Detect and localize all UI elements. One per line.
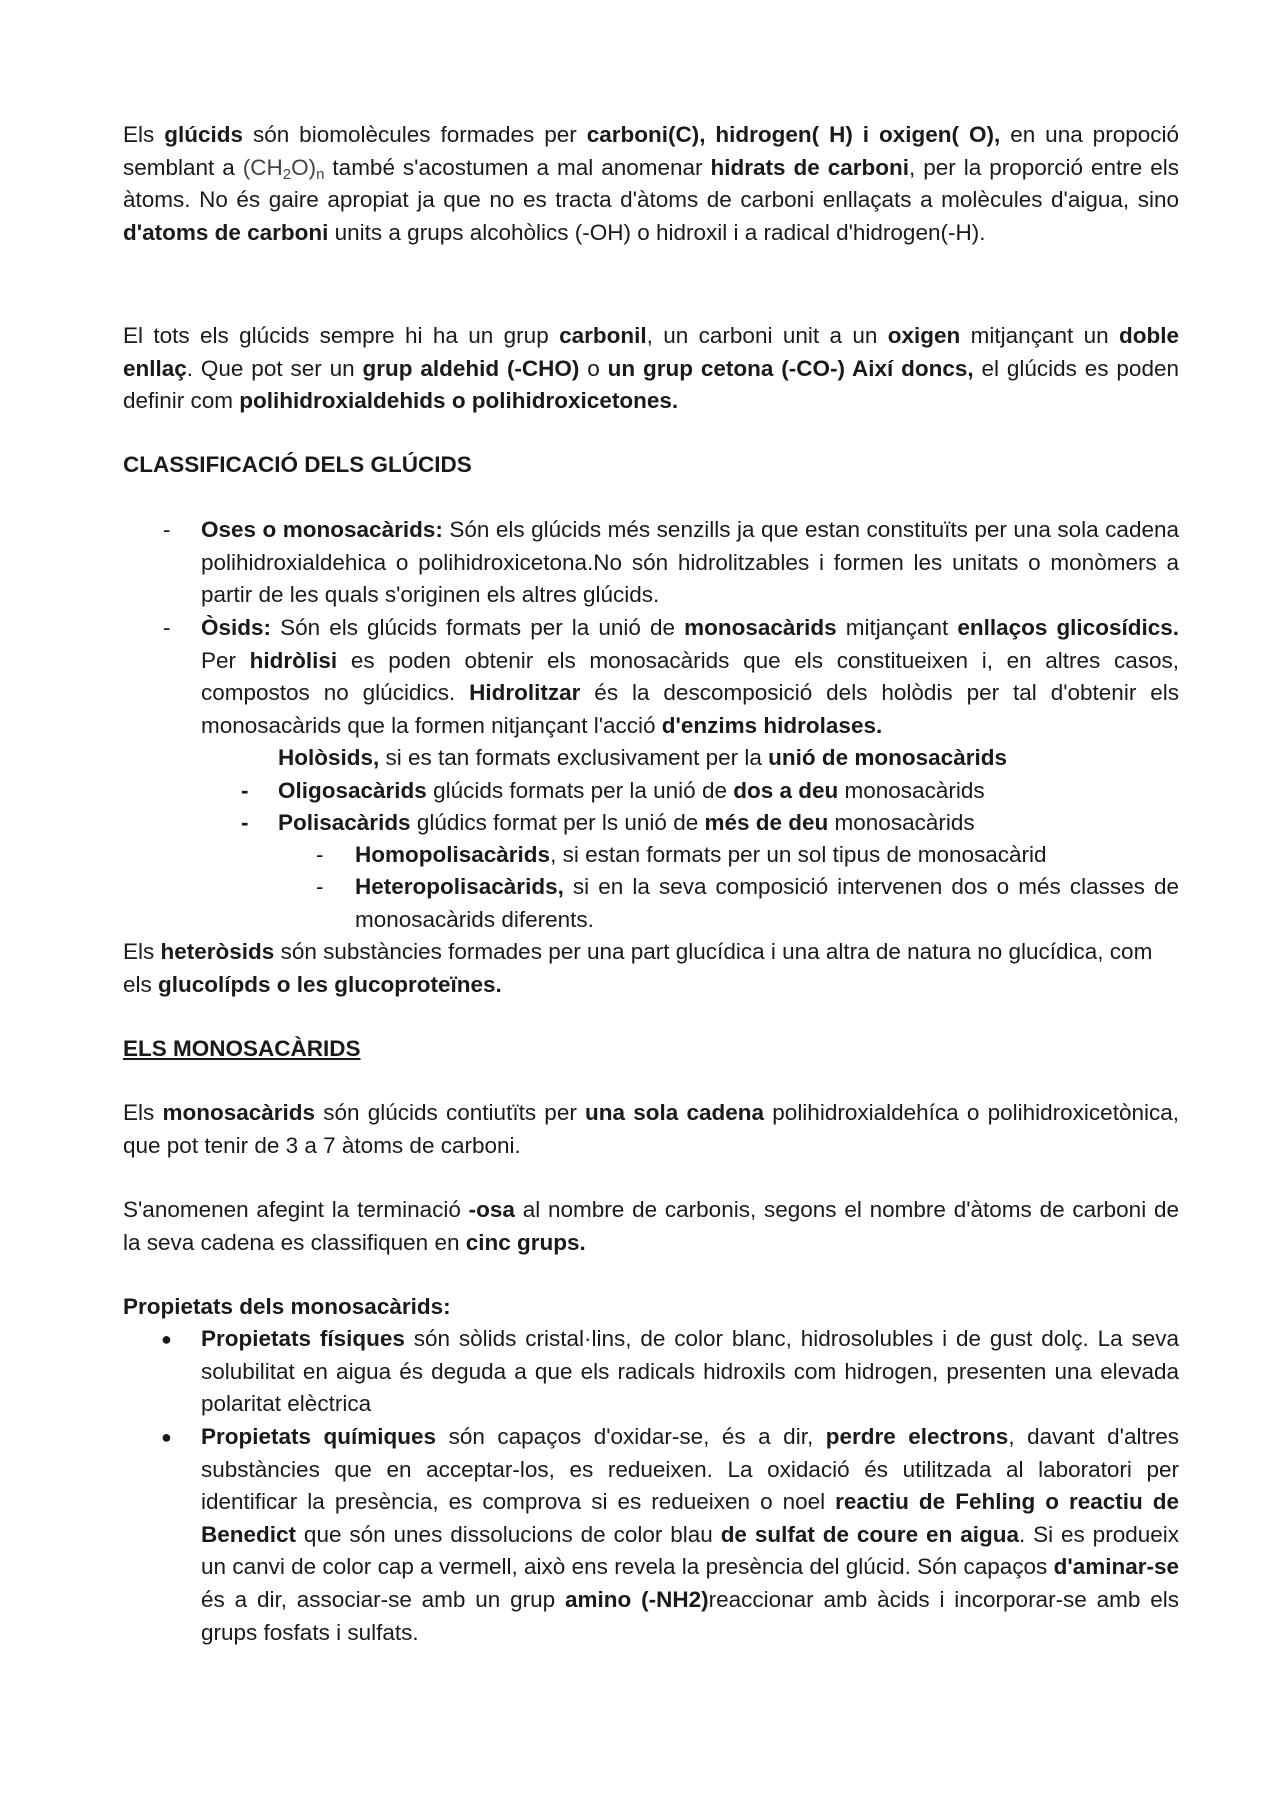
sublist-dash: -: [241, 778, 249, 803]
list-item-oligosacarids: Oligosacàrids glúcids formats per la unió de dos a deu monosacàrids: [278, 778, 985, 803]
list-item-oses: Oses o monosacàrids: Són els glúcids més senzills ja que estan constituïts per una sola cadena polihidroxialdehica o polihidroxicetona.No són hidrolitzables i formen les unitats o monòmers a partir de les quals s'originen els altres glúcids.: [201, 517, 1180, 608]
intro-paragraph: Els glúcids són biomolècules formades per carboni(C), hidrogen( H) i oxigen( O), en una propoció semblant a $(CH_2O)_n$ també s'acostumen a mal anomenar hidrats de carboni, per la proporció entre els àtoms. No és gaire apropiat ja que no es tracta d'àtoms de carboni enllaçats a molècules d'aigua, sino d'atoms de carboni units a grups alcohòlics (-OH) o hidroxil i a radical d'hidrogen(-H).: [123, 122, 1180, 245]
list-dash: -: [163, 517, 171, 542]
heading-monosacarids: ELS MONOSACÀRIDS: [123, 1036, 361, 1061]
heterosids-paragraph: Els heteròsids són substàncies formades per una part glucídica i una altra de natura no glucídica, com els glucolípds o les glucoproteïnes.: [123, 939, 1153, 997]
list-item-polisacarids: Polisacàrids glúdics format per ls unió de més de deu monosacàrids: [278, 810, 975, 835]
list-item-heteropolisacarids: Heteropolisacàrids, si en la seva composició intervenen dos o més classes de monosacàrids diferents.: [355, 874, 1179, 932]
anomenen-paragraph: S'anomenen afegint la terminació -osa al nombre de carbonis, segons el nombre d'àtoms de carboni de la seva cadena es classifiquen en cinc grups.: [123, 1197, 1180, 1255]
list-item-propietats-quimiques: Propietats químiques són capaços d'oxidar-se, és a dir, perdre electrons, davant d'altres substàncies que en acceptar-los, es redueixen. La oxidació és utilitzada al laboratori per identificar la presència, es comprova si es redueixen o noel reactiu de Fehling o reactiu de Benedict que són unes dissolucions de color blau de sulfat de coure en aigua. Si es produeix un canvi de color cap a vermell, això ens revela la presència del glúcid. Són capaços d'aminar-se és a dir, associar-se amb un grup amino (-NH2)reaccionar amb àcids i incorporar-se amb els grups fosfats i sulfats.: [201, 1424, 1180, 1645]
subsublist-dash: -: [316, 842, 324, 867]
heading-propietats: Propietats dels monosacàrids:: [123, 1294, 451, 1319]
monosacarids-paragraph: Els monosacàrids són glúcids contiutïts per una sola cadena polihidroxialdehíca o polihidroxicetònica, que pot tenir de 3 a 7 àtoms de carboni.: [123, 1100, 1179, 1158]
list-item-homopolisacarids: Homopolisacàrids, si estan formats per un sol tipus de monosacàrid: [355, 842, 1047, 867]
bullet-icon: ●: [161, 1329, 172, 1349]
list-dash: -: [163, 615, 171, 640]
holosids-line: Holòsids, si es tan formats exclusivament per la unió de monosacàrids: [278, 745, 1007, 770]
sublist-dash: -: [241, 810, 249, 835]
carbonil-paragraph: El tots els glúcids sempre hi ha un grup carbonil, un carboni unit a un oxigen mitjançant un doble enllaç. Que pot ser un grup aldehid (-CHO) o un grup cetona (-CO-) Així doncs, el glúcids es poden definir com polihidroxialdehids o polihidroxicetones.: [123, 323, 1179, 414]
heading-classificacio: CLASSIFICACIÓ DELS GLÚCIDS: [123, 452, 472, 477]
formula-ch2o: $(CH_2O)_n$: [242, 154, 325, 183]
subsublist-dash: -: [316, 874, 324, 899]
bullet-icon: ●: [161, 1427, 172, 1447]
list-item-osids: Òsids: Són els glúcids formats per la unió de monosacàrids mitjançant enllaços glicosídics. Per hidròlisi es poden obtenir els monosacàrids que els constitueixen i, en altres casos, compostos no glúcidics. Hidrolitzar és la descomposició dels holòdis per tal d'obtenir els monosacàrids que la formen nitjançant l'acció d'enzims hidrolases.: [201, 615, 1179, 738]
list-item-propietats-fisiques: Propietats físiques són sòlids cristal·lins, de color blanc, hidrosolubles i de gust dolç. La seva solubilitat en aigua és deguda a que els radicals hidroxils com hidrogen, presenten una elevada polaritat elèctrica: [201, 1326, 1179, 1417]
